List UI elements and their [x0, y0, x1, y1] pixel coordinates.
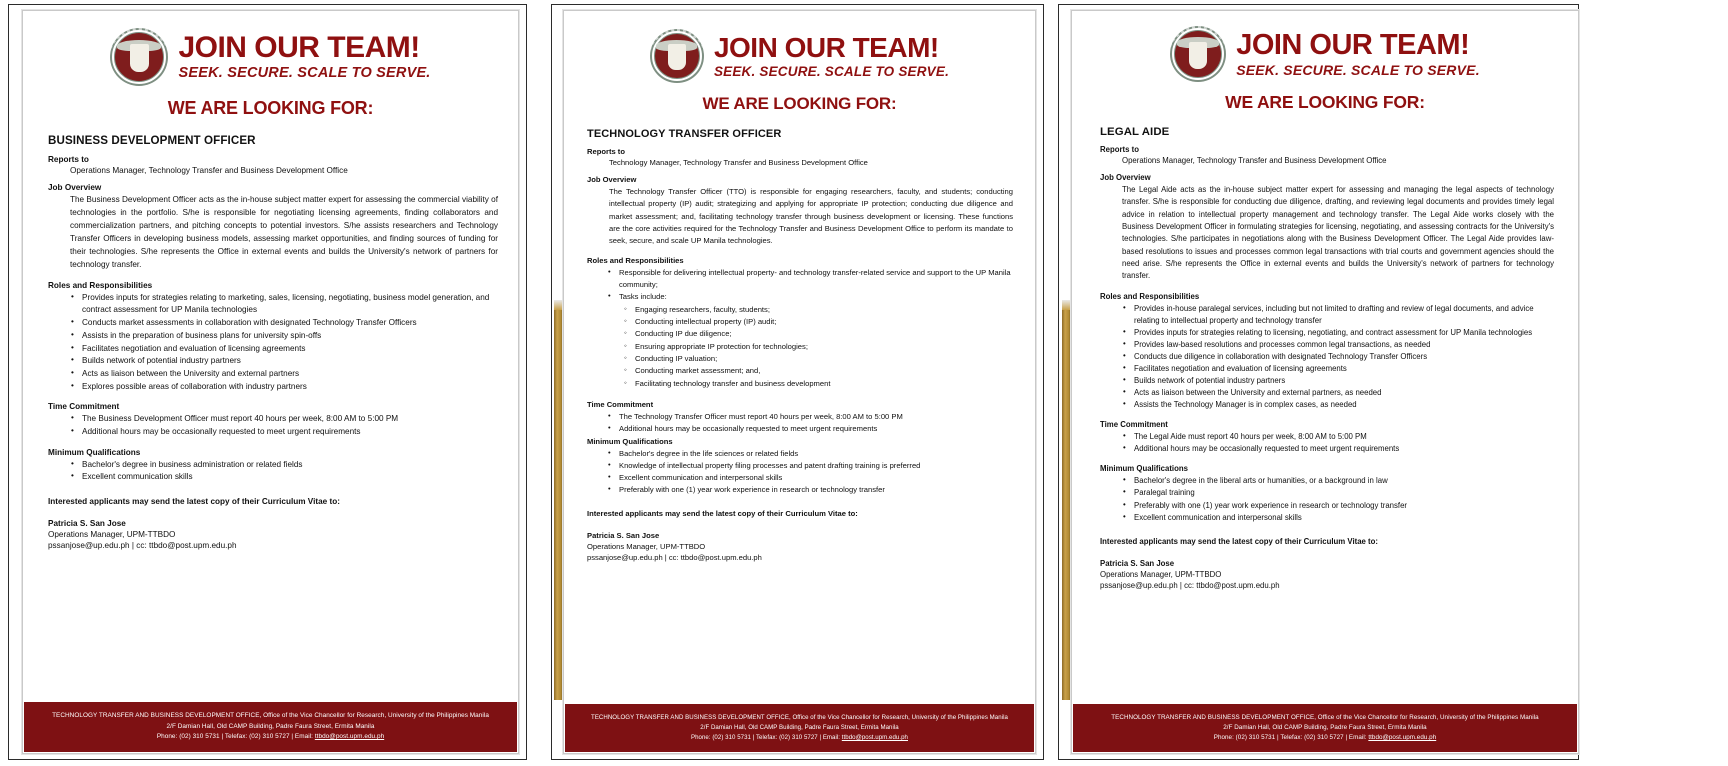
min-qualifications-heading: Minimum Qualifications: [1100, 464, 1188, 474]
list-item: • Acts as liaison between the University and external partners: [82, 368, 498, 381]
list-item: • Bachelor's degree in the life sciences or related fields: [619, 448, 1013, 460]
contact-emails[interactable]: pssanjose@up.edu.ph | cc: ttbdo@post.upm.edu.ph: [48, 541, 237, 551]
list-item: • The Business Development Officer must report 40 hours per week, 8:00 AM to 5:00 PM: [82, 413, 498, 426]
join-our-team-title: JOIN OUR TEAM!: [713, 31, 939, 63]
roles-heading: Roles and Responsibilities: [587, 256, 684, 266]
list-item: • Provides in-house paralegal services, including but not limited to drafting and review of legal documents, and advice relating to intellectual property and technology transfer: [1134, 303, 1554, 327]
list-item: • Facilitates negotiation and evaluation of licensing agreements: [82, 343, 498, 356]
job-posting-slide-2[interactable]: [535, 0, 1055, 766]
job-overview-heading: Job Overview: [48, 183, 102, 192]
list-item: ◦ Engaging researchers, faculty, students;: [635, 304, 1013, 316]
slide-3-footer: [1073, 704, 1577, 752]
job-title: TECHNOLOGY TRANSFER OFFICER: [587, 128, 782, 140]
job-title: LEGAL AIDE: [1100, 126, 1170, 138]
application-cta: Interested applicants may send the latest copy of their Curriculum Vitae to:: [48, 497, 340, 507]
slide-1-paper: [24, 12, 517, 752]
list-item: • Provides inputs for strategies relating to licensing, negotiating, and contract assessment for UP Manila technologies: [1134, 327, 1554, 339]
job-overview-heading: Job Overview: [1100, 173, 1151, 182]
time-commitment-list: [82, 413, 498, 438]
application-cta: Interested applicants may send the latest copy of their Curriculum Vitae to:: [587, 508, 858, 518]
we-are-looking-for-heading: WE ARE LOOKING FOR:: [167, 98, 374, 118]
contact-name: Patricia S. San Jose: [587, 530, 660, 540]
reports-to-heading: Reports to: [48, 155, 89, 164]
list-item: • Assists the Technology Manager is in complex cases, as needed: [1134, 399, 1554, 411]
list-item: • Additional hours may be occasionally requested to meet urgent requirements: [619, 423, 1013, 435]
list-item: • Preferably with one (1) year work experience in research or technology transfer: [619, 484, 1013, 496]
list-item: ◦ Conducting IP valuation;: [635, 353, 1013, 365]
slide-2-paper: [565, 12, 1034, 752]
reports-to-value: Operations Manager, Technology Transfer and Business Development Office: [1122, 156, 1387, 165]
list-item: ◦ Facilitating technology transfer and business development: [635, 378, 1013, 390]
footer-office-line: TECHNOLOGY TRANSFER AND BUSINESS DEVELOPMENT OFFICE, Office of the Vice Chancellor for Research, University of the Philippines Manila: [591, 714, 1008, 722]
contact-role: Operations Manager, UPM-TTBDO: [587, 541, 706, 551]
list-item: • Excellent communication and interpersonal skills: [1134, 512, 1554, 524]
footer-contact-line: [565, 733, 1034, 743]
reports-to-value: Operations Manager, Technology Transfer and Business Development Office: [70, 166, 348, 175]
list-item: • Explores possible areas of collaboration with industry partners: [82, 381, 498, 394]
min-qualifications-list: [82, 459, 498, 484]
up-manila-seal-icon: [650, 29, 704, 83]
list-item: • Provides law-based resolutions and processes common legal transactions, as needed: [1134, 339, 1554, 351]
list-item: ◦ Conducting market assessment; and,: [635, 365, 1013, 377]
roles-heading: Roles and Responsibilities: [1100, 291, 1200, 301]
footer-address-line: 2/F Damian Hall, Old CAMP Building, Padre Faura Street, Ermita Manila: [700, 724, 899, 732]
list-item: • Bachelor's degree in the liberal arts or humanities, or a background in law: [1134, 475, 1554, 487]
tagline: SEEK. SECURE. SCALE TO SERVE.: [1236, 62, 1480, 78]
footer-address-line: 2/F Damian Hall, Old CAMP Building, Padre Faura Street, Ermita Manila: [1223, 723, 1427, 731]
list-item: ◦ Ensuring appropriate IP protection for technologies;: [635, 341, 1013, 353]
list-item: • Facilitates negotiation and evaluation of licensing agreements: [1134, 363, 1554, 375]
we-are-looking-for-heading: WE ARE LOOKING FOR:: [702, 94, 897, 113]
list-item: • Acts as liaison between the University and external partners, as needed: [1134, 387, 1554, 399]
list-item: • Provides inputs for strategies relating to marketing, sales, licensing, negotiating, business model generation, and contract assessment for UP Manila technologies: [82, 292, 498, 317]
reports-to-heading: Reports to: [1100, 145, 1139, 154]
roles-heading: Roles and Responsibilities: [48, 280, 153, 290]
footer-email-link[interactable]: ttbdo@post.upm.edu.ph: [1368, 734, 1437, 742]
we-are-looking-for-heading: WE ARE LOOKING FOR:: [1225, 92, 1425, 112]
time-commitment-heading: Time Commitment: [587, 399, 654, 409]
slide-3-body: [1100, 126, 1554, 590]
list-item: • Paralegal training: [1134, 487, 1554, 499]
job-overview-text: The Legal Aide acts as the in-house subject matter expert for assessing and managing the legal aspects of technology transfer. S/he is responsible for conducting due diligence, drafting, and reviewing legal documents and provides timely legal advice in relation to intellectual property management and technology transfer. The Legal Aide works closely with the Business Development Officer in formulating strategies for licensing, negotiating, and assessing contracts for the University's technologies. S/he participates in negotiations along with the Business Development Officer. The Legal Aide provides law-based resolutions to issues and processes common legal transactions with trial courts and government agencies should the need arise. S/he represents the Office in external events and builds the University's network of partners for technology transfer.: [1122, 185, 1554, 281]
footer-phone-text: Phone: (02) 310 5731 | Telefax: (02) 310 5727 | Email:: [156, 733, 315, 741]
slide-2-footer: [565, 704, 1034, 752]
join-our-team-title: JOIN OUR TEAM!: [178, 31, 420, 65]
slide-3-paper: [1073, 12, 1577, 752]
min-qualifications-heading: Minimum Qualifications: [48, 447, 141, 457]
slide-1-header: [24, 26, 517, 88]
slide-1-footer: [24, 702, 517, 752]
footer-email-link[interactable]: ttbdo@post.upm.edu.ph: [841, 733, 908, 741]
list-item: • Preferably with one (1) year work experience in research or technology transfer: [1134, 500, 1554, 512]
contact-emails[interactable]: pssanjose@up.edu.ph | cc: ttbdo@post.upm.edu.ph: [1100, 580, 1280, 590]
list-item: • Responsible for delivering intellectual property- and technology transfer-related service and support to the UP Manila community;: [619, 267, 1013, 291]
job-posting-slide-3[interactable]: [1055, 0, 1728, 766]
job-overview-text: The Technology Transfer Officer (TTO) is responsible for engaging researchers, faculty, and students; conducting intellectual property (IP) audit; strategizing and applying for appropriate IP protection; conducting due diligence and market assessment; and, facilitating technology transfer through business development or licensing. These functions are the core activities required for the Technology Transfer and Business Development Office to perform its mandate to seek, secure, and scale UP Manila technologies.: [609, 187, 1013, 246]
slide-2-header: [565, 26, 1034, 86]
join-our-team-title: JOIN OUR TEAM!: [1236, 29, 1470, 61]
contact-role: Operations Manager, UPM-TTBDO: [48, 530, 176, 540]
list-item: • Assists in the preparation of business plans for university spin-offs: [82, 330, 498, 343]
list-item: ◦ Conducting IP due diligence;: [635, 328, 1013, 340]
min-qualifications-list: [1134, 475, 1554, 523]
list-item: • Excellent communication skills: [82, 471, 498, 484]
footer-phone-text: Phone: (02) 310 5731 | Telefax: (02) 310 5727 | Email:: [1213, 734, 1369, 742]
up-manila-seal-icon: [110, 28, 168, 86]
list-item: ◦ Conducting intellectual property (IP) audit;: [635, 316, 1013, 328]
list-item: • Knowledge of intellectual property filing processes and patent drafting training is preferred: [619, 460, 1013, 472]
min-qualifications-list: [619, 448, 1013, 496]
slide-2-gold-accent: [554, 300, 563, 700]
footer-office-line: TECHNOLOGY TRANSFER AND BUSINESS DEVELOPMENT OFFICE, Office of the Vice Chancellor for Research, University of the Philippines Manila: [52, 712, 489, 720]
footer-address-line: 2/F Damian Hall, Old CAMP Building, Padre Faura Street, Ermita Manila: [166, 722, 375, 730]
list-item: • Builds network of potential industry partners: [1134, 375, 1554, 387]
footer-contact-line: [24, 732, 517, 742]
roles-subtask-list: [635, 304, 1013, 390]
job-title: BUSINESS DEVELOPMENT OFFICER: [48, 134, 256, 147]
tagline: SEEK. SECURE. SCALE TO SERVE.: [178, 65, 431, 82]
job-posting-slide-1[interactable]: [0, 0, 535, 766]
contact-emails[interactable]: pssanjose@up.edu.ph | cc: ttbdo@post.upm.edu.ph: [587, 552, 762, 562]
time-commitment-heading: Time Commitment: [1100, 420, 1168, 430]
application-cta: Interested applicants may send the latest copy of their Curriculum Vitae to:: [1100, 536, 1379, 546]
time-commitment-list: [619, 411, 1013, 435]
list-item: • Conducts due diligence in collaboration with designated Technology Transfer Officers: [1134, 351, 1554, 363]
slide-3-header: [1073, 24, 1577, 84]
contact-name: Patricia S. San Jose: [1100, 558, 1175, 568]
list-item: • The Technology Transfer Officer must report 40 hours per week, 8:00 AM to 5:00 PM: [619, 411, 1013, 423]
list-item: • Bachelor's degree in business administration or related fields: [82, 459, 498, 472]
slide-2-body: [587, 128, 1013, 562]
footer-office-line: TECHNOLOGY TRANSFER AND BUSINESS DEVELOPMENT OFFICE, Office of the Vice Chancellor for Research, University of the Philippines Manila: [1111, 713, 1539, 721]
roles-list: [619, 267, 1013, 302]
list-item: • The Legal Aide must report 40 hours per week, 8:00 AM to 5:00 PM: [1134, 431, 1554, 443]
contact-name: Patricia S. San Jose: [48, 519, 126, 529]
slide-1-body: [48, 134, 498, 550]
list-item: • Tasks include:: [619, 291, 1013, 303]
time-commitment-heading: Time Commitment: [48, 402, 120, 412]
min-qualifications-heading: Minimum Qualifications: [587, 436, 673, 446]
roles-list: [82, 292, 498, 394]
reports-to-value: Technology Manager, Technology Transfer and Business Development Office: [609, 158, 868, 167]
footer-contact-line: [1073, 733, 1577, 743]
tagline: SEEK. SECURE. SCALE TO SERVE.: [713, 63, 950, 79]
footer-email-link[interactable]: ttbdo@post.upm.edu.ph: [314, 733, 385, 741]
list-item: • Builds network of potential industry partners: [82, 355, 498, 368]
list-item: • Additional hours may be occasionally requested to meet urgent requirements: [1134, 443, 1554, 455]
roles-list: [1134, 303, 1554, 412]
job-overview-text: The Business Development Officer acts as the in-house subject matter expert for assessing the commercial viability of technologies in the portfolio. S/he is responsible for negotiating licensing agreements, finding collaborators and commercialization partners, and pitching concepts to potential investors. S/he assists researchers and Technology Transfer Officers in developing business models, assessing market opportunities, and finding sources of funding for their technologies. S/he represents the Office in external events and builds the University's network of partners for technology transfer.: [70, 195, 498, 269]
list-item: • Conducts market assessments in collaboration with designated Technology Transfer Officers: [82, 317, 498, 330]
footer-phone-text: Phone: (02) 310 5731 | Telefax: (02) 310 5727 | Email:: [691, 733, 842, 741]
time-commitment-list: [1134, 431, 1554, 455]
list-item: • Additional hours may be occasionally requested to meet urgent requirements: [82, 426, 498, 439]
reports-to-heading: Reports to: [587, 147, 625, 156]
contact-role: Operations Manager, UPM-TTBDO: [1100, 569, 1222, 579]
list-item: • Excellent communication and interpersonal skills: [619, 472, 1013, 484]
up-manila-seal-icon: [1170, 26, 1226, 82]
job-overview-heading: Job Overview: [587, 175, 637, 184]
slide-3-gold-accent: [1062, 300, 1071, 700]
